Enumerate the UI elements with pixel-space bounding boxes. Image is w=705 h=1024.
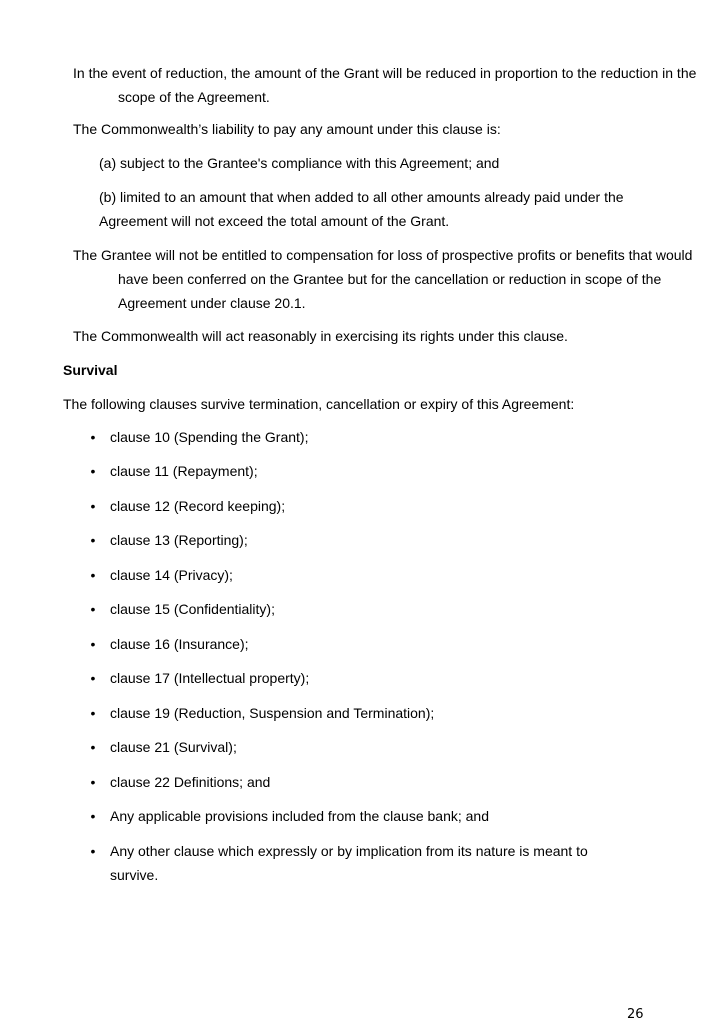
list-item xyxy=(88,563,608,587)
list-item xyxy=(88,528,608,552)
bullet-icon: • xyxy=(90,739,96,755)
list-item-text: clause 21 (Survival); xyxy=(110,739,237,755)
list-item xyxy=(88,425,608,449)
liability-subclause-a: (a) subject to the Grantee's compliance with this Agreement; and xyxy=(99,155,500,171)
list-item-text: clause 14 (Privacy); xyxy=(110,567,233,583)
list-item xyxy=(88,735,608,759)
bullet-icon: • xyxy=(90,532,96,548)
bullet-icon: • xyxy=(90,498,96,514)
bullet-icon: • xyxy=(90,843,96,859)
list-item xyxy=(88,632,608,656)
list-item-text: Any other clause which expressly or by implication from its nature is meant to survive. xyxy=(110,843,588,883)
list-item-text: clause 16 (Insurance); xyxy=(110,636,249,652)
list-item-text: clause 11 (Repayment); xyxy=(110,463,258,479)
bullet-icon: • xyxy=(90,774,96,790)
bullet-icon: • xyxy=(90,670,96,686)
list-item xyxy=(88,804,608,828)
list-item-text: clause 17 (Intellectual property); xyxy=(110,670,310,686)
list-item xyxy=(88,770,608,794)
survival-intro: The following clauses survive termination, cancellation or expiry of this Agreement: xyxy=(63,396,575,412)
bullet-icon: • xyxy=(90,463,96,479)
list-item-text: clause 12 (Record keeping); xyxy=(110,498,286,514)
list-item xyxy=(88,666,608,690)
liability-paragraph: The Commonwealth’s liability to pay any amount under this clause is: xyxy=(73,121,501,137)
list-item xyxy=(88,701,608,725)
list-item-text: clause 19 (Reduction, Suspension and Termination); xyxy=(110,705,435,721)
list-item-text: clause 15 (Confidentiality); xyxy=(110,601,275,617)
bullet-icon: • xyxy=(90,705,96,721)
list-item-text: clause 10 (Spending the Grant); xyxy=(110,429,309,445)
bullet-icon: • xyxy=(90,601,96,617)
reasonable-paragraph: The Commonwealth will act reasonably in exercising its rights under this clause. xyxy=(73,328,568,344)
page-number: 26 xyxy=(627,1007,644,1022)
bullet-icon: • xyxy=(90,429,96,445)
compensation-paragraph: The Grantee will not be entitled to compensation for loss of prospective profits or benefits that would have been conferred on the Grantee but for the cancellation or reduction in scope of the Agreement under clause 20.1. xyxy=(73,247,693,311)
bullet-icon: • xyxy=(90,567,96,583)
bullet-icon: • xyxy=(90,808,96,824)
list-item-text: Any applicable provisions included from the clause bank; and xyxy=(110,808,490,824)
reduction-paragraph: In the event of reduction, the amount of the Grant will be reduced in proportion to the reduction in the scope of the Agreement. xyxy=(73,65,697,105)
list-item xyxy=(88,839,608,887)
list-item xyxy=(88,494,608,518)
list-item-text: clause 13 (Reporting); xyxy=(110,532,248,548)
list-item xyxy=(88,597,608,621)
liability-subclause-b: (b) limited to an amount that when added to all other amounts already paid under the Agreement will not exceed the total amount of the Grant. xyxy=(99,189,624,229)
bullet-icon: • xyxy=(90,636,96,652)
list-item-text: clause 22 Definitions; and xyxy=(110,774,271,790)
list-item xyxy=(88,459,608,483)
survival-heading: Survival xyxy=(63,362,118,378)
